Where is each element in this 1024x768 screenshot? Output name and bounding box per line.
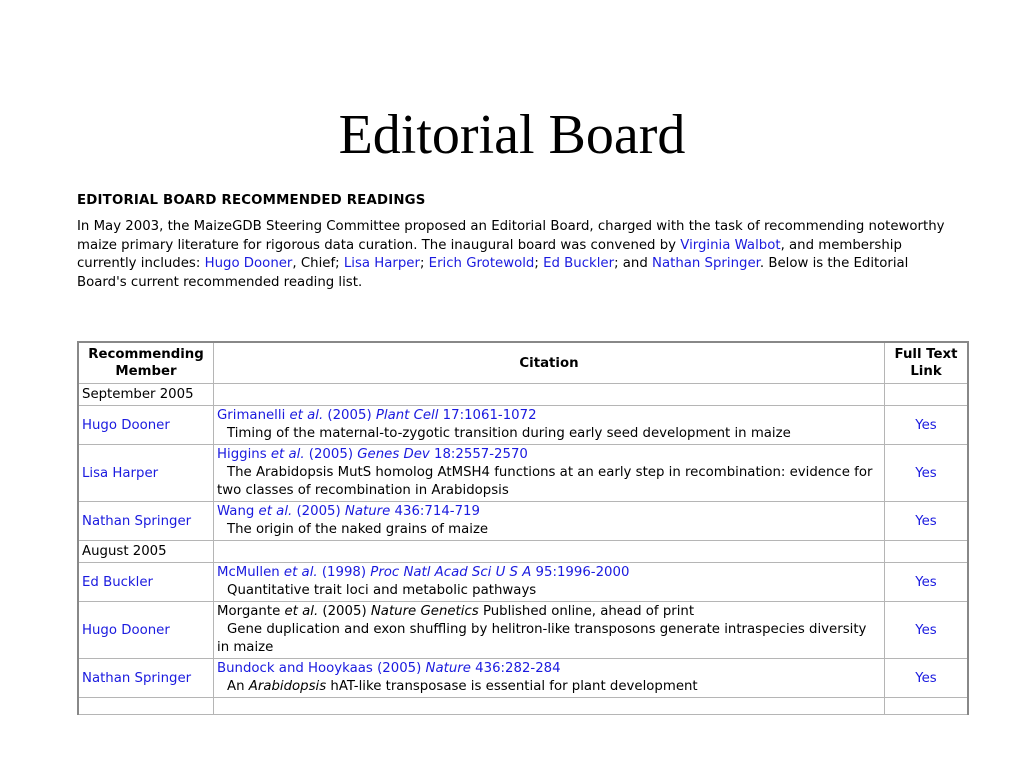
table-row <box>79 563 967 602</box>
citation-summary: The Arabidopsis MutS homolog AtMSH4 functions at an early step in recombination: evidence for two classes of recombination in Arabidopsis <box>217 465 873 498</box>
header-citation: Citation <box>214 343 885 384</box>
header-recommending-member: Recommending Member <box>79 343 214 384</box>
citation-journal: Proc Natl Acad Sci U S A <box>370 565 532 580</box>
slide-title: Editorial Board <box>338 104 686 166</box>
empty-cell <box>885 384 967 406</box>
full-text-link[interactable]: Yes <box>915 513 937 529</box>
member-link-hugo-dooner[interactable]: Hugo Dooner <box>204 256 293 271</box>
month-row <box>79 541 967 563</box>
citation-authors: Higgins <box>217 447 271 462</box>
citation-journal: Plant Cell <box>375 408 439 423</box>
member-link-nathan-springer[interactable]: Nathan Springer <box>652 256 760 271</box>
citation-reference: 18:2557-2570 <box>429 447 528 462</box>
member-link-erich-grotewold[interactable]: Erich Grotewold <box>428 256 535 271</box>
month-label: September 2005 <box>79 384 214 406</box>
month-row <box>79 384 967 406</box>
table-header-row <box>79 343 967 384</box>
full-text-link[interactable]: Yes <box>915 574 937 590</box>
citation-summary: The origin of the naked grains of maize <box>227 522 489 537</box>
citation-etal: et al. <box>270 447 305 462</box>
member-link[interactable]: Lisa Harper <box>82 465 159 481</box>
table-row <box>79 406 967 445</box>
citation-authors: Bundock and Hooykaas <box>217 661 373 676</box>
citation-etal: et al. <box>284 604 319 619</box>
citation-cell <box>214 406 885 445</box>
citation-etal: et al. <box>258 504 293 519</box>
citation-journal: Nature <box>344 504 391 519</box>
citation-year: (2005) <box>304 447 358 462</box>
intro-text: , and membership currently includes: <box>77 237 902 271</box>
member-link[interactable]: Nathan Springer <box>82 513 192 529</box>
citation-summary: Quantitative trait loci and metabolic pathways <box>227 583 537 598</box>
intro-text: ; <box>419 256 429 271</box>
empty-cell <box>885 698 967 715</box>
table-row <box>79 445 967 502</box>
member-link-ed-buckler[interactable]: Ed Buckler <box>543 256 615 271</box>
intro-paragraph <box>77 218 962 292</box>
citation-etal: et al. <box>289 408 324 423</box>
full-text-link[interactable]: Yes <box>915 622 937 638</box>
citation-authors: Morgante <box>217 604 285 619</box>
intro-text: . Below is the Editorial Board's current recommended reading list. <box>77 256 909 290</box>
month-label: August 2005 <box>79 541 214 563</box>
intro-text: ; <box>534 256 544 271</box>
table-row <box>79 602 967 659</box>
citation-reference: 17:1061-1072 <box>438 408 537 423</box>
citation-year: (2005) <box>372 661 426 676</box>
citation-summary: Timing of the maternal-to-zygotic transition during early seed development in maize <box>227 426 791 441</box>
citation-link[interactable] <box>217 504 480 519</box>
table-row-cut-off <box>79 698 967 715</box>
empty-cell <box>214 698 885 715</box>
citation-year: (2005) <box>318 604 371 619</box>
readings-section <box>77 192 962 292</box>
member-link[interactable]: Ed Buckler <box>82 574 153 590</box>
full-text-link[interactable]: Yes <box>915 670 937 686</box>
citation-reference: Published online, ahead of print <box>478 604 695 619</box>
citation-cell <box>214 602 885 659</box>
citation-summary: Gene duplication and exon shuffling by helitron-like transposons generate intraspecies diversity in maize <box>217 622 867 655</box>
full-text-link[interactable]: Yes <box>915 417 937 433</box>
empty-cell <box>214 384 885 406</box>
citation-reference: 436:714-719 <box>390 504 480 519</box>
section-heading: EDITORIAL BOARD RECOMMENDED READINGS <box>77 193 426 208</box>
citation-reference: 436:282-284 <box>470 661 561 676</box>
full-text-link[interactable]: Yes <box>915 465 937 481</box>
readings-table-container <box>77 341 969 735</box>
member-link[interactable]: Nathan Springer <box>82 670 192 686</box>
header-full-text-link: Full Text Link <box>885 343 967 384</box>
citation-year: (1998) <box>317 565 371 580</box>
citation-journal: Genes Dev <box>357 447 430 462</box>
citation-link[interactable] <box>217 661 561 676</box>
citation-etal: et al. <box>283 565 318 580</box>
citation-authors: Wang <box>217 504 259 519</box>
citation-cell <box>214 659 885 698</box>
member-link-lisa-harper[interactable]: Lisa Harper <box>343 256 420 271</box>
citation-reference: 95:1996-2000 <box>531 565 630 580</box>
citation-journal: Nature <box>425 661 471 676</box>
table-row <box>79 502 967 541</box>
intro-text: , Chief; <box>292 256 344 271</box>
citation-authors: Grimanelli <box>217 408 290 423</box>
citation-journal: Nature Genetics <box>370 604 479 619</box>
citation-link[interactable] <box>217 408 537 423</box>
citation-authors: McMullen <box>217 565 284 580</box>
citation-link[interactable] <box>217 565 629 580</box>
citation-cell <box>214 445 885 502</box>
readings-table <box>77 341 969 715</box>
citation-summary: An Arabidopsis hAT-like transposase is essential for plant development <box>227 679 698 694</box>
member-link[interactable]: Hugo Dooner <box>82 622 170 638</box>
empty-cell <box>214 541 885 563</box>
citation-year: (2005) <box>292 504 345 519</box>
empty-cell <box>885 541 967 563</box>
citation-cell <box>214 502 885 541</box>
citation-link[interactable] <box>217 447 528 462</box>
member-link-virginia-walbot[interactable]: Virginia Walbot <box>680 237 781 253</box>
citation-year: (2005) <box>323 408 376 423</box>
citation-text <box>217 603 881 621</box>
table-row <box>79 659 967 698</box>
intro-text: In May 2003, the MaizeGDB Steering Committee proposed an Editorial Board, charged with the task of recommending noteworthy maize primary literature for rigorous data curation. The inaugural board was convened by <box>77 219 945 253</box>
intro-text: ; and <box>614 256 653 271</box>
member-link[interactable]: Hugo Dooner <box>82 417 170 433</box>
citation-cell <box>214 563 885 602</box>
empty-cell <box>79 698 214 715</box>
